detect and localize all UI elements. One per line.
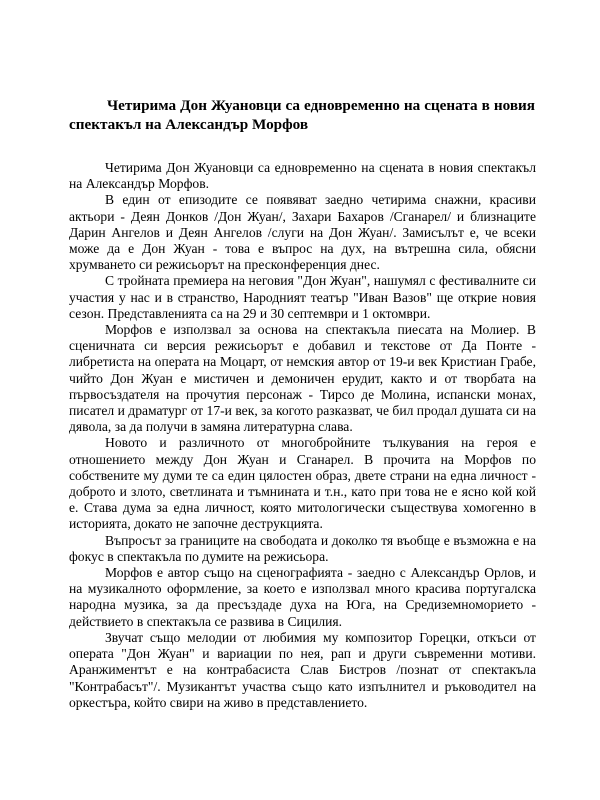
- paragraph-7: Морфов е автор също на сценографията - заедно с Александър Орлов, и на музикалното оформление, за което е използвал много красива португалска народна музика, за да пресъздаде духа на Юга, на Средиземноморието - действието в спектакъла се развива в Сицилия.: [69, 565, 536, 629]
- paragraph-4: Морфов е използвал за основа на спектакъла пиесата на Молиер. В сценичната си версия режисьорът е добавил и текстове от Да Понте - либретиста на операта на Моцарт, от немския автор от 19-и век Кристиан Грабе, чийто Дон Жуан е мистичен и демоничен ерудит, както и от творбата на първосъздателя на прочутия персонаж - Тирсо де Молина, испански монах, писател и драматург от 17-и век, за когото разказват, че бил продал душата си на дявола, за да получи в замяна литературна слава.: [69, 322, 536, 435]
- paragraph-2: В един от епизодите се появяват заедно четирима снажни, красиви актьори - Деян Донков /Дон Жуан/, Захари Бахаров /Сганарел/ и близнаците Дарин Ангелов и Деян Ангелов /слуги на Дон Жуан/. Замисълът е, че всеки може да е Дон Жуан - това е въпрос на дух, на вътрешна сила, обясни хрумването си режисьорът на пресконференция днес.: [69, 192, 536, 273]
- paragraph-8: Звучат също мелодии от любимия му композитор Горецки, откъси от операта "Дон Жуан" и вариации по нея, рап и други съвременни мотиви. Аранжиментът е на контрабасиста Слав Бистров /познат от спектакъла "Контрабасът"/. Музикантът участва също като изпълнител и ръководител на оркестъра, който свири на живо в представлението.: [69, 629, 536, 710]
- article-body: [69, 160, 536, 711]
- paragraph-3: С тройната премиера на неговия "Дон Жуан", нашумял с фестивалните си участия у нас и в странство, Народният театър "Иван Вазов" ще открие новия сезон. Представленията са на 29 и 30 септември и 1 октомври.: [69, 273, 536, 321]
- paragraph-6: Въпросът за границите на свободата и доколко тя въобще е възможна е на фокус в спектакъла по думите на режисьора.: [69, 532, 536, 564]
- article-title: Четирима Дон Жуановци са едновременно на сцената в новия спектакъл на Александър Морфов: [69, 97, 535, 133]
- paragraph-5: Новото и различното от многобройните тълкувания на героя е отношението между Дон Жуан и Сганарел. В прочита на Морфов по собствените му думи те са един цялостен образ, двете страни на една личност - доброто и злото, светлината и тъмнината и т.н., като при това не е ясно кой кой е. Става дума за една личност, която митологически съществува хомогенно в историята, докато не започне деструкцията.: [69, 435, 536, 532]
- paragraph-1: Четирима Дон Жуановци са едновременно на сцената в новия спектакъл на Александър Морфов.: [69, 160, 536, 192]
